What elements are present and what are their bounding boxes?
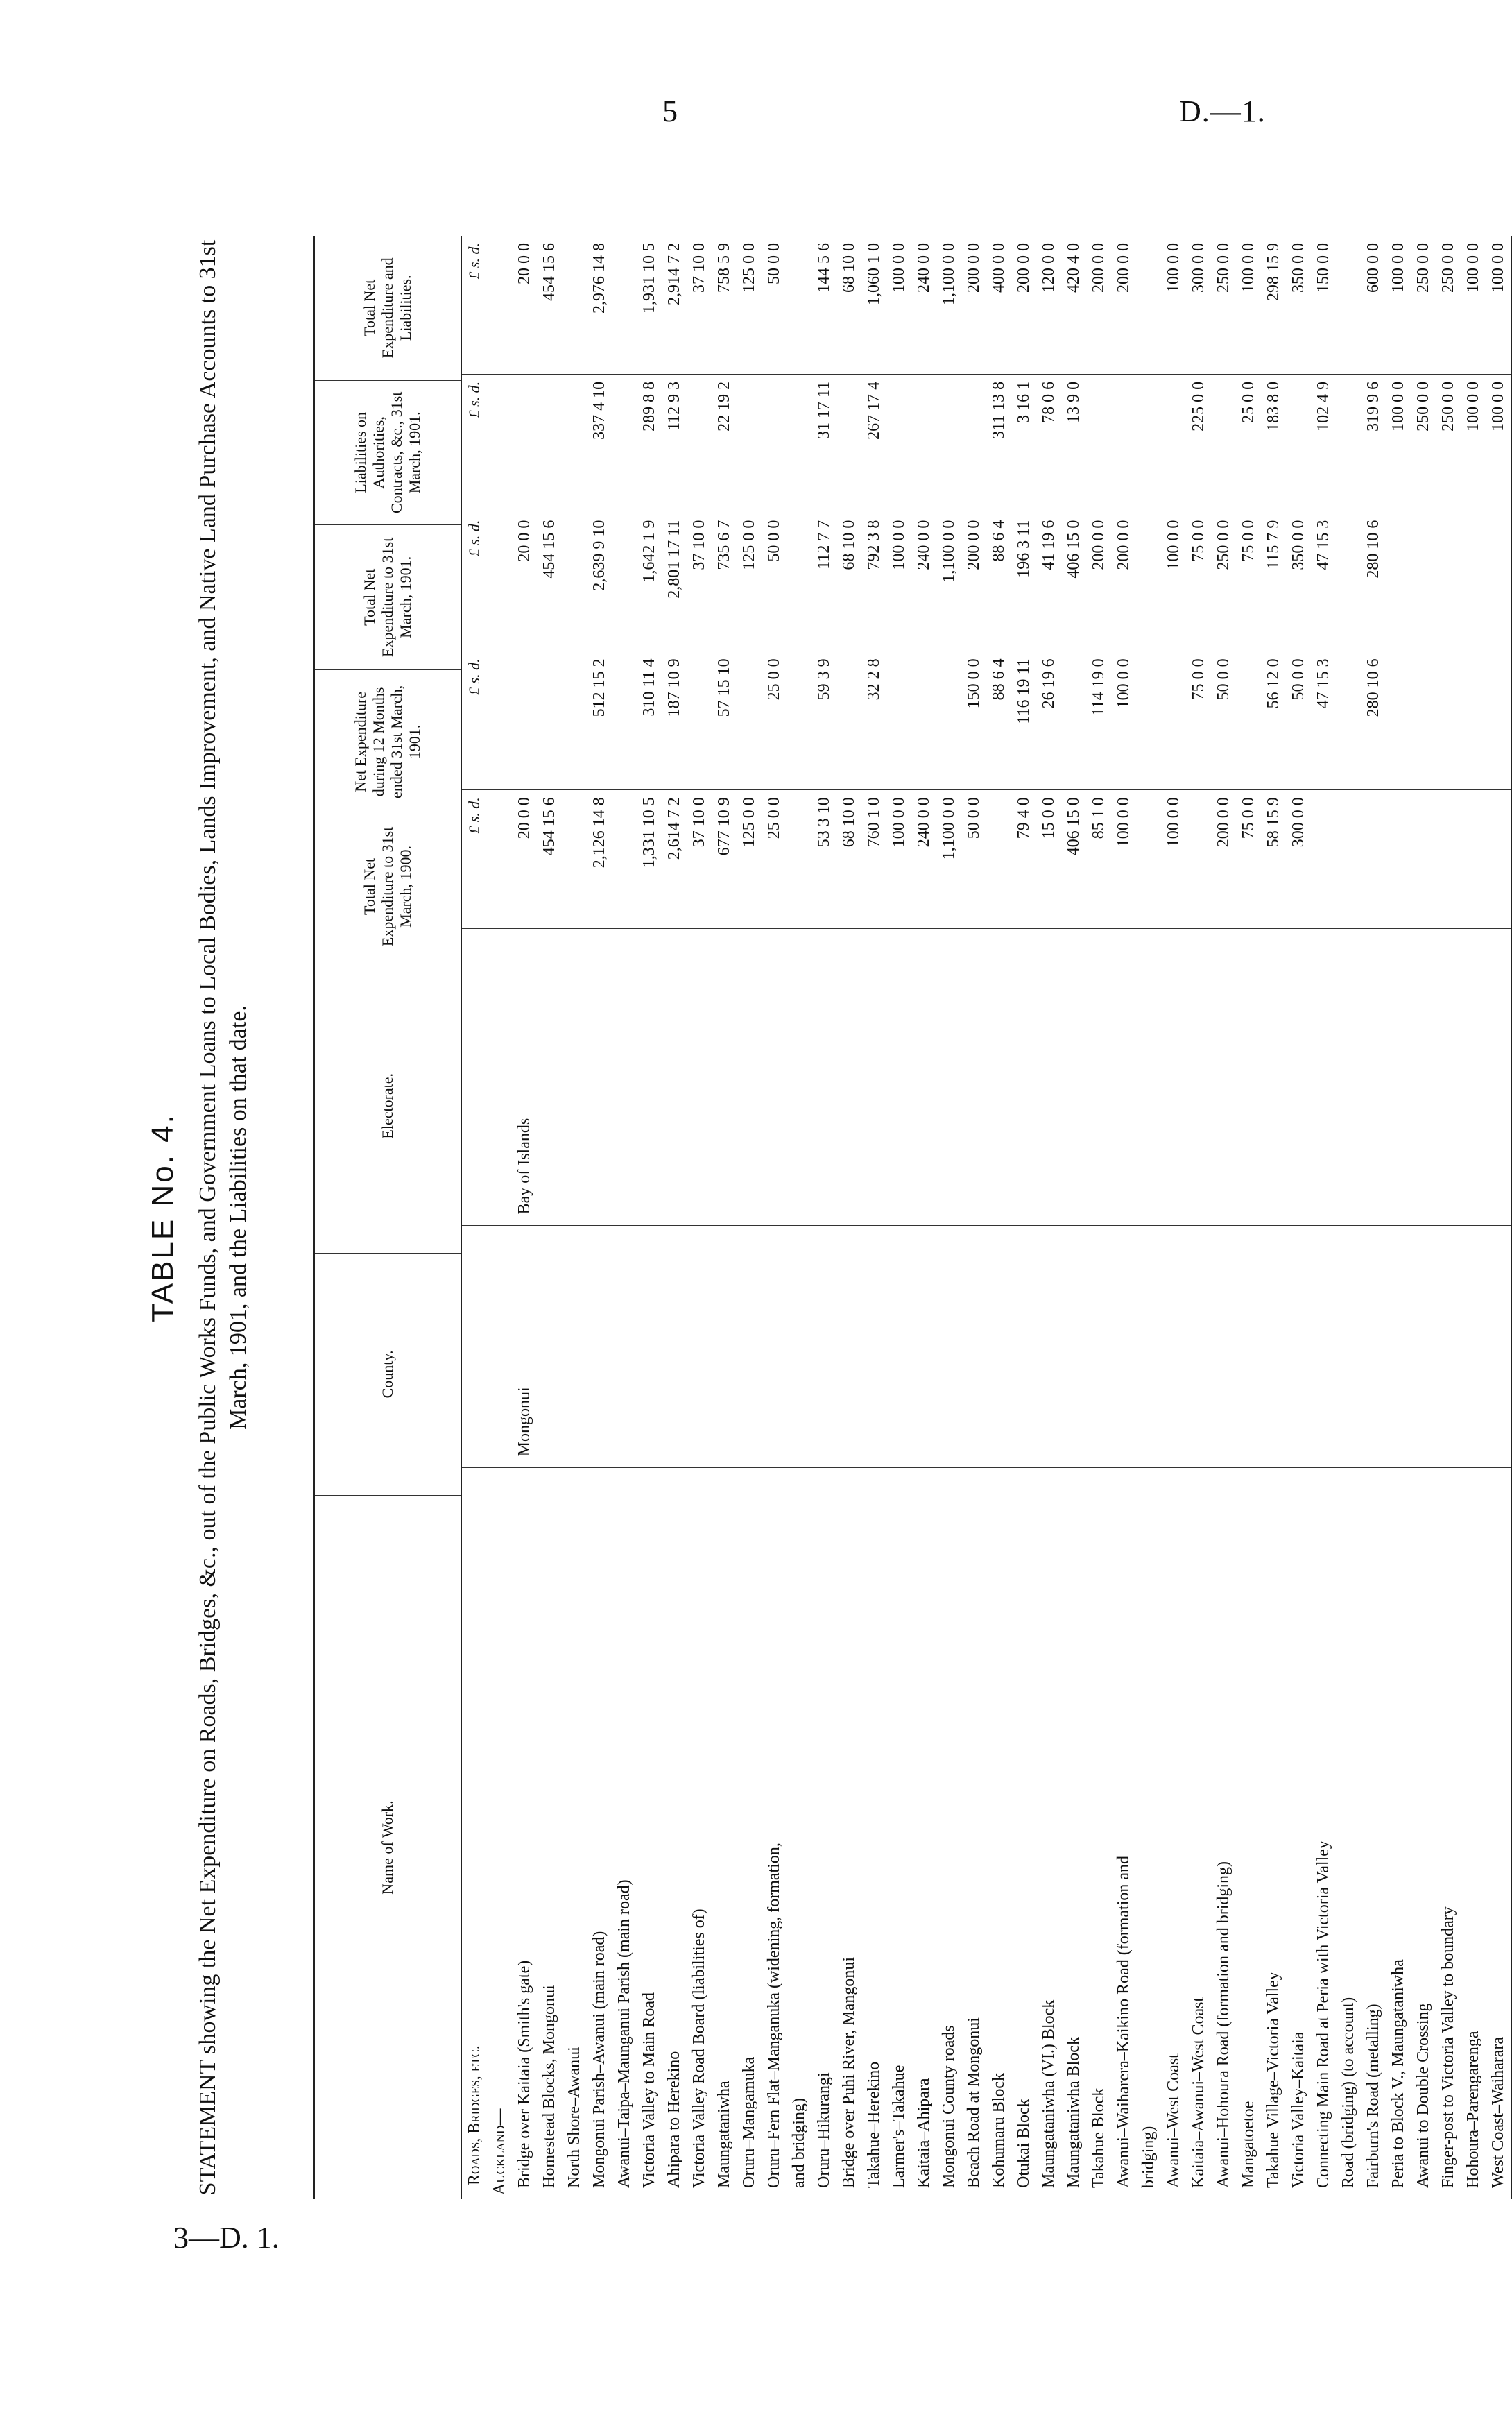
table-cell-amount: 116 19 11 bbox=[1014, 658, 1033, 724]
table-cell-amount: 2,126 14 8 bbox=[590, 797, 608, 869]
table-cell-amount bbox=[1411, 790, 1436, 928]
table-cell-amount: 20 0 0 bbox=[515, 797, 533, 839]
table-cell-amount: 125 0 0 bbox=[739, 243, 758, 293]
table-cell-amount bbox=[1161, 651, 1186, 789]
table-row-name: Maungataniwha bbox=[714, 2081, 733, 2188]
table-cell-amount: 150 0 0 bbox=[1314, 243, 1332, 293]
table-cell-amount: 100 0 0 bbox=[889, 797, 908, 848]
table-cell-amount: 1,331 10 5 bbox=[639, 797, 658, 869]
table-cell-amount: 57 15 10 bbox=[714, 658, 733, 717]
table-row-name: West Coast–Waiharara bbox=[1488, 2036, 1507, 2188]
table-cell-amount bbox=[1236, 651, 1261, 789]
table-cell-amount: 200 0 0 bbox=[1114, 243, 1133, 293]
table-cell-amount: 79 4 0 bbox=[1014, 797, 1033, 839]
table-row-name: Oruru–Hikurangi bbox=[814, 2072, 833, 2188]
table-cell-amount: 267 17 4 bbox=[864, 381, 883, 440]
table-cell-amount bbox=[1136, 375, 1161, 513]
table-row-name: Kaitaia–Ahipara bbox=[914, 2078, 933, 2188]
table-cell-amount: 13 9 0 bbox=[1064, 381, 1083, 423]
table-cell-amount: 112 9 3 bbox=[664, 381, 683, 431]
table-cell-amount: 454 15 6 bbox=[540, 243, 558, 302]
table-row-name: Oruru–Fern Flat–Manganuka (widening, formation, bbox=[764, 1843, 783, 2188]
table-cell-amount: 240 0 0 bbox=[914, 243, 933, 293]
table-cell-amount: 100 0 0 bbox=[1239, 243, 1257, 293]
header-total-1901: Total Net Expenditure to 31st March, 1901. bbox=[315, 524, 461, 669]
expenditure-table bbox=[313, 236, 1512, 2199]
table-cell-amount: 300 0 0 bbox=[1189, 243, 1208, 293]
table-cell-amount: 22 19 2 bbox=[714, 381, 733, 432]
table-cell-amount: 100 0 0 bbox=[1389, 243, 1407, 293]
table-row-name: Victoria Valley–Kaitaia bbox=[1289, 2031, 1307, 2188]
table-cell-amount: 26 19 6 bbox=[1039, 658, 1058, 709]
table-cell-amount bbox=[737, 375, 762, 513]
column-electorate bbox=[462, 928, 1511, 1225]
table-cell-amount bbox=[1336, 790, 1361, 928]
table-cell-amount: 150 0 0 bbox=[964, 658, 983, 709]
table-cell-amount: 125 0 0 bbox=[739, 797, 758, 848]
table-cell-amount: 50 0 0 bbox=[1289, 658, 1307, 701]
table-cell-amount: 56 12 0 bbox=[1264, 658, 1282, 709]
column-total-1901 bbox=[462, 513, 1511, 651]
table-cell-amount: 100 0 0 bbox=[1164, 243, 1183, 293]
table-cell-amount bbox=[936, 651, 961, 789]
table-cell-amount: 100 0 0 bbox=[1114, 797, 1133, 848]
table-row-name: Larmer's–Takahue bbox=[889, 2065, 908, 2188]
table-cell-amount: 600 0 0 bbox=[1364, 243, 1382, 293]
table-cell-amount bbox=[1136, 790, 1161, 928]
table-row-name: Hohoura–Parengarenga bbox=[1463, 2031, 1482, 2188]
table-cell-amount bbox=[1111, 375, 1136, 513]
table-cell-amount: 68 10 0 bbox=[839, 797, 858, 848]
table-cell-amount: 78 0 6 bbox=[1039, 381, 1058, 423]
electorate-value: Bay of Islands bbox=[515, 1118, 533, 1215]
header-total-liabilities: Total Net Expenditure and Liabilities. bbox=[361, 257, 414, 359]
table-row-name: Otukai Block bbox=[1014, 2099, 1033, 2188]
table-cell-amount bbox=[537, 375, 562, 513]
table-cell-amount: 47 15 3 bbox=[1314, 520, 1332, 570]
table-cell-amount: 200 0 0 bbox=[1089, 520, 1108, 570]
table-cell-amount: 250 0 0 bbox=[1414, 381, 1432, 432]
table-cell-amount: 112 7 7 bbox=[814, 520, 833, 570]
table-row-name: Kohumaru Block bbox=[989, 2073, 1008, 2188]
table-cell-amount: 454 15 6 bbox=[540, 797, 558, 856]
table-cell-amount: 47 15 3 bbox=[1314, 658, 1332, 709]
table-cell-amount bbox=[787, 375, 811, 513]
table-cell-amount bbox=[787, 513, 811, 651]
table-cell-amount: 250 0 0 bbox=[1414, 243, 1432, 293]
table-cell-amount: 677 10 9 bbox=[714, 797, 733, 856]
table-cell-amount: 2,614 7 2 bbox=[664, 797, 683, 860]
units-label: £ s. d. bbox=[465, 381, 483, 418]
table-cell-amount bbox=[1486, 790, 1511, 928]
table-row-name: Takahue Block bbox=[1089, 2087, 1108, 2188]
table-cell-amount bbox=[1461, 790, 1486, 928]
table-cell-amount: 240 0 0 bbox=[914, 797, 933, 848]
table-cell-amount bbox=[886, 651, 911, 789]
table-cell-amount: 406 15 0 bbox=[1064, 797, 1083, 856]
table-cell-amount: 187 10 9 bbox=[664, 658, 683, 717]
title-block bbox=[132, 194, 254, 2241]
table-cell-amount bbox=[1336, 236, 1361, 374]
table-row-name: Mongonui County roads bbox=[939, 2025, 958, 2188]
table-cell-amount bbox=[1411, 651, 1436, 789]
table-cell-amount: 41 19 6 bbox=[1039, 520, 1058, 570]
table-cell-amount bbox=[1436, 790, 1461, 928]
table-row-name: Beach Road at Mongonui bbox=[964, 2017, 983, 2188]
table-cell-amount: 760 1 0 bbox=[864, 797, 883, 848]
table-cell-amount bbox=[612, 513, 637, 651]
table-cell-amount bbox=[1186, 790, 1211, 928]
table-cell-amount bbox=[986, 790, 1011, 928]
table-cell-amount: 350 0 0 bbox=[1289, 243, 1307, 293]
units-label: £ s. d. bbox=[465, 243, 483, 280]
table-cell-amount bbox=[961, 375, 986, 513]
table-cell-amount: 31 17 11 bbox=[814, 381, 833, 439]
table-cell-amount: 200 0 0 bbox=[1214, 797, 1232, 848]
table-cell-amount bbox=[836, 375, 861, 513]
table-cell-amount bbox=[787, 236, 811, 374]
table-cell-amount: 1,100 0 0 bbox=[939, 520, 958, 583]
table-cell-amount bbox=[1461, 651, 1486, 789]
table-cell-amount: 240 0 0 bbox=[914, 520, 933, 570]
table-cell-amount bbox=[737, 651, 762, 789]
table-cell-amount bbox=[562, 513, 587, 651]
table-cell-amount bbox=[1486, 651, 1511, 789]
table-cell-amount: 144 5 6 bbox=[814, 243, 833, 293]
table-cell-amount: 280 10 6 bbox=[1364, 658, 1382, 717]
table-cell-amount: 100 0 0 bbox=[1114, 658, 1133, 709]
table-row-name: Awanui to Double Crossing bbox=[1414, 2003, 1432, 2188]
table-row-name: Awanui–Hohoura Road (formation and bridging) bbox=[1214, 1861, 1232, 2188]
table-cell-amount: 100 0 0 bbox=[1463, 381, 1482, 432]
table-cell-amount bbox=[562, 236, 587, 374]
table-cell-amount bbox=[1361, 790, 1386, 928]
table-cell-amount bbox=[1136, 236, 1161, 374]
table-cell-amount: 20 0 0 bbox=[515, 520, 533, 562]
table-cell-amount: 100 0 0 bbox=[1488, 243, 1507, 293]
table-cell-amount: 75 0 0 bbox=[1189, 520, 1208, 562]
table-cell-amount bbox=[1086, 375, 1111, 513]
table-cell-amount: 100 0 0 bbox=[1488, 381, 1507, 432]
table-cell-amount: 400 0 0 bbox=[989, 243, 1008, 293]
table-cell-amount: 454 15 6 bbox=[540, 520, 558, 579]
table-cell-amount: 15 0 0 bbox=[1039, 797, 1058, 839]
table-cell-amount: 100 0 0 bbox=[1389, 381, 1407, 432]
table-row-name: Maungataniwha (VI.) Block bbox=[1039, 1999, 1058, 2188]
table-cell-amount: 20 0 0 bbox=[515, 243, 533, 285]
table-cell-amount: 100 0 0 bbox=[1164, 797, 1183, 848]
table-cell-amount bbox=[911, 651, 936, 789]
table-cell-amount: 58 15 9 bbox=[1264, 797, 1282, 848]
table-cell-amount: 50 0 0 bbox=[1214, 658, 1232, 701]
table-row-name: Awanui–West Coast bbox=[1164, 2053, 1183, 2188]
table-cell-amount: 512 15 2 bbox=[590, 658, 608, 717]
table-row-name: Victoria Valley Road Board (liabilities of) bbox=[689, 1908, 708, 2188]
table-cell-amount: 37 10 0 bbox=[689, 520, 708, 570]
table-cell-amount bbox=[1061, 651, 1086, 789]
table-cell-amount: 2,801 17 11 bbox=[664, 520, 683, 599]
table-cell-amount: 25 0 0 bbox=[764, 658, 783, 701]
table-cell-amount: 50 0 0 bbox=[964, 797, 983, 839]
table-cell-amount bbox=[1386, 651, 1411, 789]
column-during-1901 bbox=[462, 651, 1511, 789]
table-cell-amount: 102 4 9 bbox=[1314, 381, 1332, 432]
table-cell-amount: 298 15 9 bbox=[1264, 243, 1282, 302]
table-cell-amount: 1,931 10 5 bbox=[639, 243, 658, 314]
table-row-name: Kaitaia–Awanui–West Coast bbox=[1189, 1997, 1208, 2188]
table-cell-amount bbox=[612, 790, 637, 928]
table-cell-amount: 88 6 4 bbox=[989, 658, 1008, 701]
table-cell-amount: 125 0 0 bbox=[739, 520, 758, 570]
table-cell-amount bbox=[1211, 375, 1236, 513]
table-cell-amount: 32 2 8 bbox=[864, 658, 883, 701]
table-cell-amount bbox=[562, 651, 587, 789]
table-row-name: and bridging) bbox=[789, 2098, 808, 2188]
table-body bbox=[462, 236, 1511, 2199]
table-cell-amount: 75 0 0 bbox=[1239, 797, 1257, 839]
table-cell-amount bbox=[1311, 790, 1336, 928]
table-cell-amount bbox=[612, 375, 637, 513]
table-row-name: Homestead Blocks, Mongonui bbox=[540, 1985, 558, 2188]
table-cell-amount: 200 0 0 bbox=[964, 243, 983, 293]
table-row-name: Mongonui Parish–Awanui (main road) bbox=[590, 1931, 608, 2188]
table-row-name: Victoria Valley to Main Road bbox=[639, 1992, 658, 2188]
table-cell-amount: 68 10 0 bbox=[839, 243, 858, 293]
table-cell-amount: 120 0 0 bbox=[1039, 243, 1058, 293]
table-cell-amount bbox=[612, 651, 637, 789]
table-cell-amount: 200 0 0 bbox=[964, 520, 983, 570]
table-cell-amount bbox=[562, 375, 587, 513]
table-cell-amount bbox=[1286, 375, 1311, 513]
table-cell-amount: 50 0 0 bbox=[764, 243, 783, 285]
table-row-name: Mangatoetoe bbox=[1239, 2101, 1257, 2188]
table-cell-amount bbox=[687, 651, 712, 789]
table-cell-amount: 310 11 4 bbox=[639, 658, 658, 717]
table-cell-amount bbox=[1336, 513, 1361, 651]
column-total-liabilities bbox=[462, 236, 1511, 374]
table-cell-amount: 88 6 4 bbox=[989, 520, 1008, 562]
table-cell-amount: 289 8 8 bbox=[639, 381, 658, 432]
section-heading: Roads, Bridges, etc. bbox=[465, 2045, 483, 2185]
table-cell-amount: 196 3 11 bbox=[1014, 520, 1033, 578]
table-cell-amount: 1,100 0 0 bbox=[939, 797, 958, 860]
table-cell-amount bbox=[687, 375, 712, 513]
table-cell-amount bbox=[512, 651, 537, 789]
column-liabilities bbox=[462, 374, 1511, 513]
units-label: £ s. d. bbox=[465, 797, 483, 834]
table-row-name: Ahipara to Herekino bbox=[664, 2051, 683, 2188]
region-heading: Auckland— bbox=[490, 2108, 508, 2195]
table-cell-amount: 100 0 0 bbox=[889, 243, 908, 293]
statement-text: STATEMENT showing the Net Expenditure on Roads, Bridges, &c., out of the Public Works Funds, and Government Loans to Local Bodies, Lands Improvement, and Native Land Purchase Accounts to 31st March, 1901, and the Liabilities on that date. bbox=[195, 239, 251, 2196]
table-cell-amount bbox=[1436, 513, 1461, 651]
table-cell-amount: 100 0 0 bbox=[1463, 243, 1482, 293]
table-row-name: Maungataniwha Block bbox=[1064, 2037, 1083, 2188]
table-row-name: Takahue Village–Victoria Valley bbox=[1264, 1972, 1282, 2188]
table-cell-amount: 250 0 0 bbox=[1214, 243, 1232, 293]
table-cell-amount: 225 0 0 bbox=[1189, 381, 1208, 432]
header-name-of-work: Name of Work. bbox=[315, 1495, 461, 2199]
table-cell-amount bbox=[1386, 790, 1411, 928]
table-cell-amount: 25 0 0 bbox=[1239, 381, 1257, 423]
table-cell-amount bbox=[936, 375, 961, 513]
table-cell-amount bbox=[762, 375, 787, 513]
table-cell-amount: 85 1 0 bbox=[1089, 797, 1108, 839]
table-cell-amount bbox=[1136, 651, 1161, 789]
table-row-name: Awanui–Waiharera–Kaikino Road (formation and bbox=[1114, 1855, 1133, 2188]
table-row-name: Peria to Block V., Maungataniwha bbox=[1389, 1959, 1407, 2188]
table-cell-amount: 183 8 0 bbox=[1264, 381, 1282, 432]
table-cell-amount: 311 13 8 bbox=[989, 381, 1008, 439]
table-cell-amount: 280 10 6 bbox=[1364, 520, 1382, 579]
table-cell-amount bbox=[512, 375, 537, 513]
table-cell-amount: 300 0 0 bbox=[1289, 797, 1307, 848]
table-cell-amount: 59 3 9 bbox=[814, 658, 833, 701]
header-county: County. bbox=[315, 1253, 461, 1495]
rotated-table-page bbox=[132, 194, 1507, 2241]
table-cell-amount: 250 0 0 bbox=[1438, 381, 1457, 432]
table-row-name: Bridge over Kaitaia (Smith's gate) bbox=[515, 1960, 533, 2188]
table-cell-amount: 100 0 0 bbox=[1164, 520, 1183, 570]
table-cell-amount: 75 0 0 bbox=[1189, 658, 1208, 701]
table-cell-amount: 792 3 8 bbox=[864, 520, 883, 570]
table-cell-amount: 25 0 0 bbox=[764, 797, 783, 839]
header-electorate: Electorate. bbox=[315, 959, 461, 1253]
table-cell-amount bbox=[1461, 513, 1486, 651]
table-cell-amount: 2,976 14 8 bbox=[590, 243, 608, 314]
table-row-name: Bridge over Puhi River, Mangonui bbox=[839, 1957, 858, 2188]
table-cell-amount: 319 9 6 bbox=[1364, 381, 1382, 432]
table-cell-amount bbox=[1136, 513, 1161, 651]
table-cell-amount: 68 10 0 bbox=[839, 520, 858, 570]
table-cell-amount bbox=[562, 790, 587, 928]
table-cell-amount: 50 0 0 bbox=[764, 520, 783, 562]
table-row-name: Oruru–Mangamuka bbox=[739, 2056, 758, 2188]
table-cell-amount: 115 7 9 bbox=[1264, 520, 1282, 570]
table-cell-amount: 758 5 9 bbox=[714, 243, 733, 293]
table-row-name: Takahue–Herekino bbox=[864, 2061, 883, 2188]
table-row-name: bridging) bbox=[1139, 2126, 1158, 2188]
table-cell-amount: 1,100 0 0 bbox=[939, 243, 958, 306]
table-row-name: Connecting Main Road at Peria with Victoria Valley bbox=[1314, 1840, 1332, 2188]
column-total-1900 bbox=[462, 789, 1511, 928]
header-total-1900: Total Net Expenditure to 31st March, 1900. bbox=[315, 814, 461, 959]
table-cell-amount: 735 6 7 bbox=[714, 520, 733, 570]
table-cell-amount: 200 0 0 bbox=[1114, 520, 1133, 570]
table-row-name: North Shore–Awanui bbox=[565, 2047, 583, 2188]
table-cell-amount bbox=[1386, 513, 1411, 651]
units-label: £ s. d. bbox=[465, 658, 483, 695]
table-cell-amount: 2,914 7 2 bbox=[664, 243, 683, 306]
table-title: TABLE No. 4. bbox=[146, 1113, 180, 1322]
table-cell-amount bbox=[1336, 651, 1361, 789]
table-cell-amount bbox=[1161, 375, 1186, 513]
table-cell-amount: 350 0 0 bbox=[1289, 520, 1307, 570]
column-name bbox=[462, 1467, 1511, 2199]
table-cell-amount bbox=[836, 651, 861, 789]
header-during-1901: Net Expenditure during 12 Months ended 31st March, 1901. bbox=[315, 669, 461, 814]
table-row-name: Awanui–Taipa–Maunganui Parish (main road) bbox=[615, 1879, 633, 2188]
table-cell-amount: 53 3 10 bbox=[814, 797, 833, 848]
table-cell-amount: 200 0 0 bbox=[1089, 243, 1108, 293]
table-cell-amount: 200 0 0 bbox=[1014, 243, 1033, 293]
document-reference: D.—1. bbox=[1179, 94, 1266, 128]
table-row-name: Fairburn's Road (metalling) bbox=[1364, 2004, 1382, 2188]
table-cell-amount: 250 0 0 bbox=[1438, 243, 1457, 293]
table-cell-amount bbox=[1436, 651, 1461, 789]
table-cell-amount bbox=[1336, 375, 1361, 513]
table-cell-amount: 420 4 0 bbox=[1064, 243, 1083, 293]
table-cell-amount: 1,642 1 9 bbox=[639, 520, 658, 583]
table-cell-amount bbox=[1486, 513, 1511, 651]
table-cell-amount bbox=[886, 375, 911, 513]
table-cell-amount: 406 15 0 bbox=[1064, 520, 1083, 579]
table-row-name: Finger-post to Victoria Valley to boundary bbox=[1438, 1906, 1457, 2188]
table-row-name: Road (bridging) (to account) bbox=[1339, 1997, 1357, 2188]
table-cell-amount: 3 16 1 bbox=[1014, 381, 1033, 423]
units-label: £ s. d. bbox=[465, 520, 483, 557]
table-cell-amount: 100 0 0 bbox=[889, 520, 908, 570]
table-cell-amount bbox=[1411, 513, 1436, 651]
table-cell-amount bbox=[537, 651, 562, 789]
header-liabilities: Liabilities on Authorities, Contracts, &c., 31st March, 1901. bbox=[315, 380, 461, 525]
table-cell-amount bbox=[612, 236, 637, 374]
table-cell-amount: 37 10 0 bbox=[689, 243, 708, 293]
table-cell-amount bbox=[787, 651, 811, 789]
table-cell-amount: 250 0 0 bbox=[1214, 520, 1232, 570]
table-cell-amount bbox=[911, 375, 936, 513]
table-cell-amount bbox=[787, 790, 811, 928]
column-county bbox=[462, 1225, 1511, 1467]
table-cell-amount: 114 19 0 bbox=[1089, 658, 1108, 717]
table-header bbox=[315, 236, 462, 2199]
table-cell-amount: 75 0 0 bbox=[1239, 520, 1257, 562]
table-cell-amount: 337 4 10 bbox=[590, 381, 608, 440]
county-value: Mongonui bbox=[515, 1387, 533, 1457]
table-cell-amount: 37 10 0 bbox=[689, 797, 708, 848]
table-cell-amount: 2,639 9 10 bbox=[590, 520, 608, 591]
sheet-reference: 3—D. 1. bbox=[173, 2221, 280, 2255]
table-cell-amount: 1,060 1 0 bbox=[864, 243, 883, 306]
page-number: 5 bbox=[662, 94, 678, 128]
